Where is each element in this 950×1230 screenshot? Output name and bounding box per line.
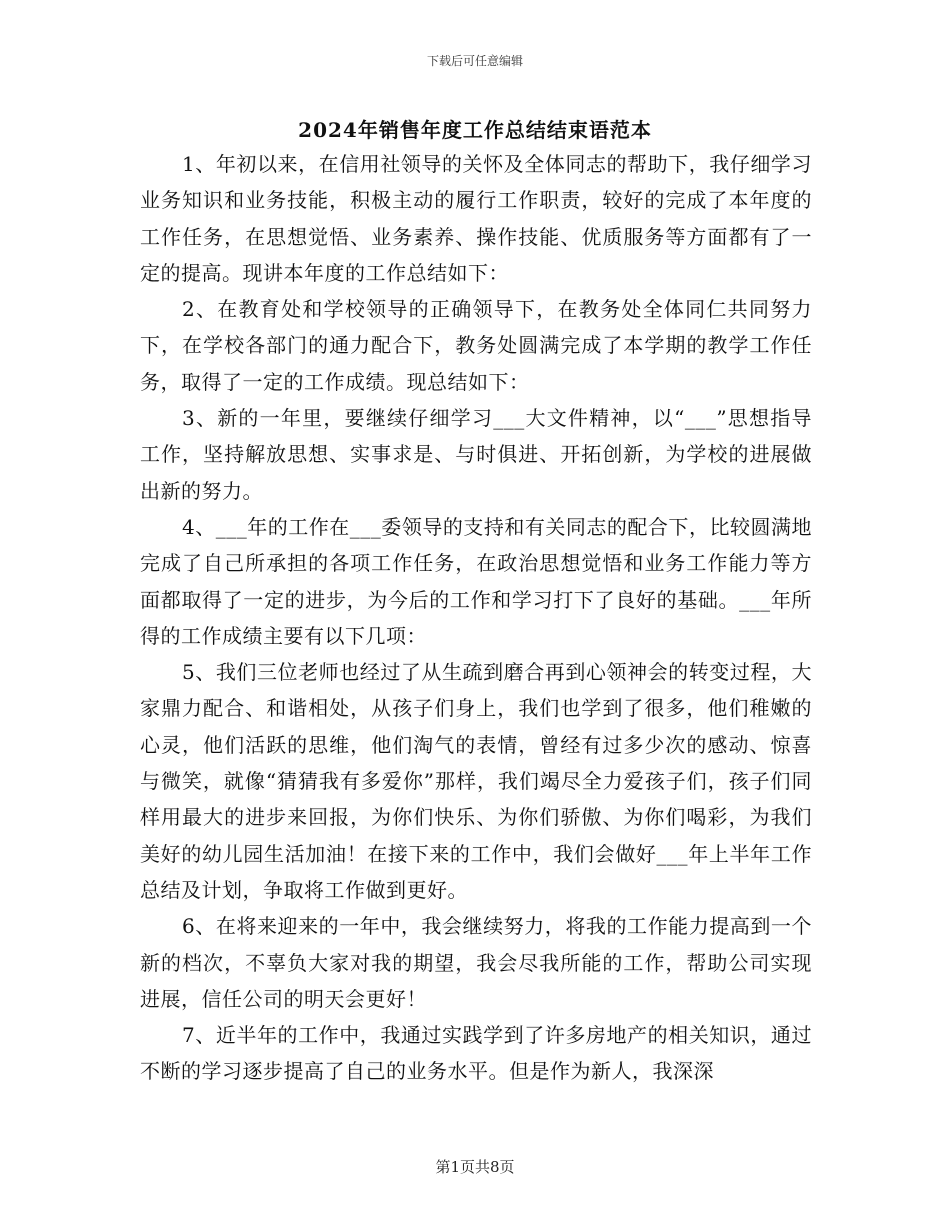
paragraph-2: 2、在教育处和学校领导的正确领导下，在教务处全体同仁共同努力下，在学校各部门的通力配合下，教务处圆满完成了本学期的教学工作任务，取得了一定的工作成绩。现总结如下：	[140, 297, 812, 394]
header-note: 下载后可任意编辑	[426, 54, 523, 68]
paragraph-1: 1、年初以来，在信用社领导的关怀及全体同志的帮助下，我仔细学习业务知识和业务技能，积极主动的履行工作职责，较好的完成了本年度的工作任务，在思想觉悟、业务素养、操作技能、优质服务等方面都有了一定的提高。现讲本年度的工作总结如下：	[140, 152, 812, 285]
paragraph-6: 6、在将来迎来的一年中，我会继续努力，将我的工作能力提高到一个新的档次，不辜负大家对我的期望，我会尽我所能的工作，帮助公司实现进展，信任公司的明天会更好！	[140, 914, 812, 1011]
paragraph-4: 4、___年的工作在___委领导的支持和有关同志的配合下，比较圆满地完成了自己所承担的各项工作任务，在政治思想觉悟和业务工作能力等方面都取得了一定的进步，为今后的工作和学习打下了良好的基础。___年所得的工作成绩主要有以下几项：	[140, 514, 812, 648]
paragraph-7: 7、近半年的工作中，我通过实践学到了许多房地产的相关知识，通过不断的学习逐步提高了自己的业务水平。但是作为新人，我深深	[140, 1023, 812, 1084]
document-body	[140, 146, 812, 1090]
paragraph-3: 3、新的一年里，要继续仔细学习___大文件精神，以“___”思想指导工作，坚持解放思想、实事求是、与时俱进、开拓创新，为学校的进展做出新的努力。	[140, 406, 812, 503]
page-number-footer: 第1页共8页	[435, 1158, 515, 1176]
paragraph-5: 5、我们三位老师也经过了从生疏到磨合再到心领神会的转变过程，大家鼎力配合、和谐相处，从孩子们身上，我们也学到了很多，他们稚嫩的心灵，他们活跃的思维，他们淘气的表情，曾经有过多少次的感动、惊喜与微笑，就像“猜猜我有多爱你”那样，我们竭尽全力爱孩子们，孩子们同样用最大的进步来回报，为你们快乐、为你们骄傲、为你们喝彩，为我们美好的幼儿园生活加油！在接下来的工作中，我们会做好___年上半年工作总结及计划，争取将工作做到更好。	[140, 660, 812, 902]
document-title: 2024年销售年度工作总结结束语范本	[298, 118, 652, 142]
